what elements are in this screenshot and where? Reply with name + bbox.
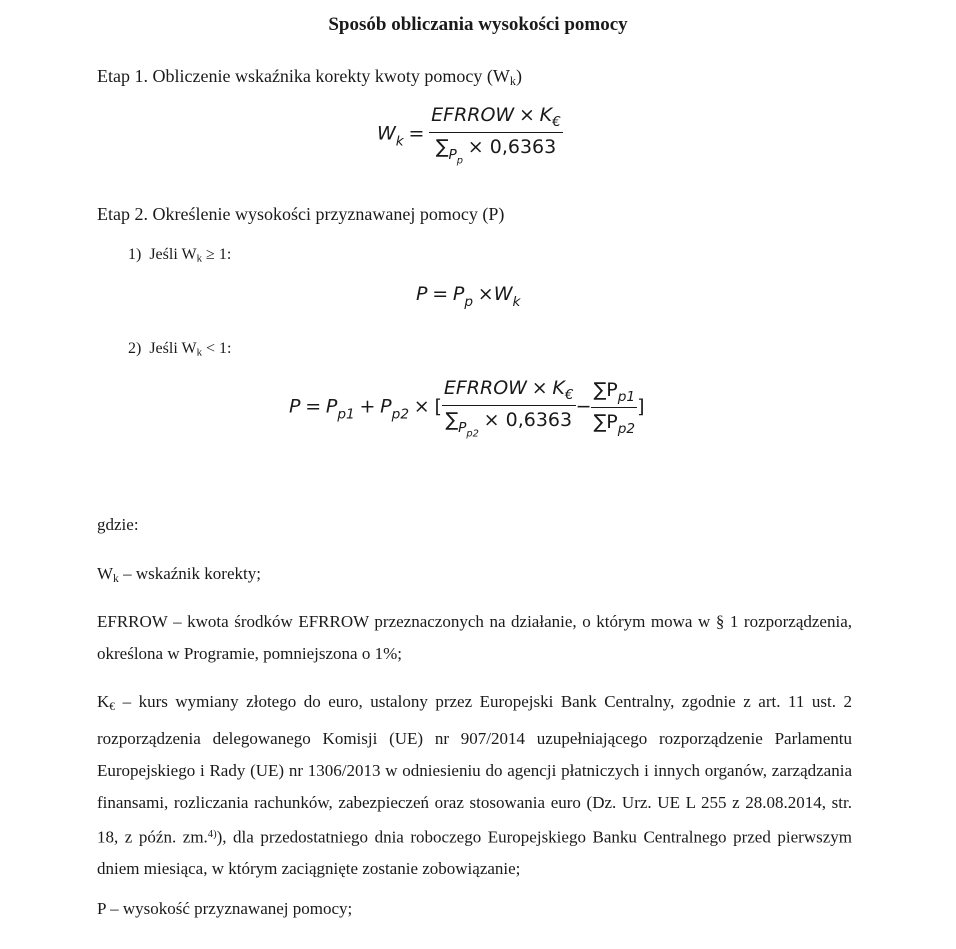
p2-symbol: P — [380, 395, 392, 418]
case-1-label: 1) — [128, 246, 142, 263]
definition-efrrow: EFRROW – kwota środków EFRROW przeznaczonych na działanie, o którym mowa w § 1 rozporządzenia, określona w Programie, pomniejszona o 1%; — [97, 612, 852, 663]
p-subscript: p — [456, 155, 464, 167]
fraction-2-numerator — [591, 379, 637, 408]
sum-subscript — [458, 419, 479, 440]
k-text-b: ), dla przedostatniego dnia roboczego Europejskiego Banku Centralnego przed pierwszym dniem miesiąca, w którym zaciągnięte zostanie zobowiązanie; — [97, 827, 852, 879]
efrrow-symbol: EFRROW — [431, 104, 515, 126]
left-bracket: [ — [434, 395, 442, 418]
wk-symbol: W — [97, 564, 114, 583]
case-2-subscript: k — [196, 346, 203, 359]
etap-1-text: Etap 1. Obliczenie wskaźnika korekty kwoty pomocy (W — [97, 66, 510, 86]
times-symbol: × — [518, 104, 535, 126]
p-symbol: P — [448, 146, 457, 163]
p2-subscript: p2 — [617, 420, 636, 437]
wk-subscript: k — [113, 571, 119, 585]
efrrow-symbol: EFRROW — [443, 377, 527, 399]
case-2-label: 2) — [128, 340, 142, 357]
page-title: Sposób obliczania wysokości pomocy — [328, 14, 628, 35]
formula-p-case-1 — [416, 283, 520, 310]
k-subscript: € — [552, 113, 561, 130]
p-lhs: P — [289, 395, 301, 418]
p1-subscript: p1 — [337, 406, 355, 423]
footnote-reference: 4) — [207, 828, 217, 840]
formula-wk-denominator — [429, 133, 563, 167]
factor-value: × 0,6363 — [483, 408, 573, 431]
formula-p-fraction-1 — [442, 377, 576, 439]
factor-value: × 0,6363 — [467, 135, 557, 158]
eq-symbol: = — [305, 395, 322, 418]
formula-wk-eq: = — [408, 122, 425, 145]
etap-1-close: ) — [516, 66, 522, 86]
k-text-a: – kurs wymiany złotego do euro, ustalony przez Europejski Bank Centralny, zgodnie z art. 11 ust. 2 rozporządzenia delegowanego Komisji (UE) nr 907/2014 uzupełniającego rozporządzenie Parlamentu Europejskiego i Rady (UE) nr 1306/2013 w odniesieniu do agencji płatniczych i innych organów, zarządzania finansami, rozliczania rachunków, zabezpieczeń oraz stosowania euro (Dz. Urz. UE L 255 z 28.08.2014, str. 18, z późn. zm. — [97, 692, 852, 847]
w-symbol: W — [493, 283, 513, 305]
formula-wk-lhs-sub: k — [395, 133, 404, 150]
case-2-text: Jeśli W — [149, 340, 197, 357]
k-symbol: K — [97, 692, 110, 711]
formula-p-case-2 — [289, 377, 645, 439]
k-subscript: € — [109, 699, 116, 713]
etap-1-subscript: k — [509, 74, 516, 89]
case-1-text: Jeśli W — [149, 246, 197, 263]
p1-symbol: P — [325, 395, 338, 418]
case-2-line — [128, 340, 232, 359]
eq-symbol: = — [432, 283, 449, 305]
p2-subscript: p2 — [466, 428, 479, 440]
case-1-subscript: k — [196, 252, 203, 265]
times-symbol: × — [413, 395, 430, 418]
minus-symbol: − — [575, 395, 592, 418]
sum-p-symbol: ∑P — [593, 411, 618, 434]
formula-wk — [377, 104, 563, 166]
etap-2-heading: Etap 2. Określenie wysokości przyznawanej pomocy (P) — [97, 204, 505, 224]
p2-subscript: p2 — [391, 406, 410, 423]
definition-k — [97, 686, 852, 885]
case-1-condition: ≥ 1: — [202, 246, 232, 263]
case-1-line — [128, 246, 231, 265]
case-2-condition: < 1: — [202, 340, 232, 357]
definition-wk — [97, 564, 261, 585]
sum-subscript — [448, 146, 464, 167]
w-subscript: k — [512, 294, 521, 311]
gdzie-label: gdzie: — [97, 515, 139, 534]
definition-p: P – wysokość przyznawanej pomocy; — [97, 899, 353, 918]
times-symbol: × — [477, 283, 494, 305]
fraction-2-denominator — [591, 408, 637, 437]
pp-symbol: P — [452, 283, 465, 305]
formula-p-fraction-2 — [591, 379, 637, 437]
k-symbol: K — [552, 377, 565, 399]
fraction-1-denominator — [442, 406, 576, 440]
etap-1-heading — [97, 66, 522, 89]
p-symbol: P — [458, 419, 467, 436]
wk-text: – wskaźnik korekty; — [118, 564, 261, 583]
sum-symbol: ∑ — [445, 408, 459, 431]
sum-symbol: ∑ — [435, 135, 449, 158]
fraction-1-numerator — [442, 377, 576, 406]
formula-wk-numerator — [429, 104, 563, 133]
formula-wk-fraction — [429, 104, 563, 166]
right-bracket: ] — [637, 395, 645, 418]
times-symbol: × — [531, 377, 548, 399]
p1-subscript: p1 — [617, 389, 636, 406]
k-subscript: € — [564, 386, 574, 403]
k-symbol: K — [539, 104, 553, 126]
plus-symbol: + — [359, 395, 376, 418]
formula-wk-lhs: W — [377, 122, 396, 145]
p-lhs: P — [416, 283, 428, 305]
sum-p-symbol: ∑P — [593, 379, 618, 402]
pp-subscript: p — [464, 294, 474, 311]
